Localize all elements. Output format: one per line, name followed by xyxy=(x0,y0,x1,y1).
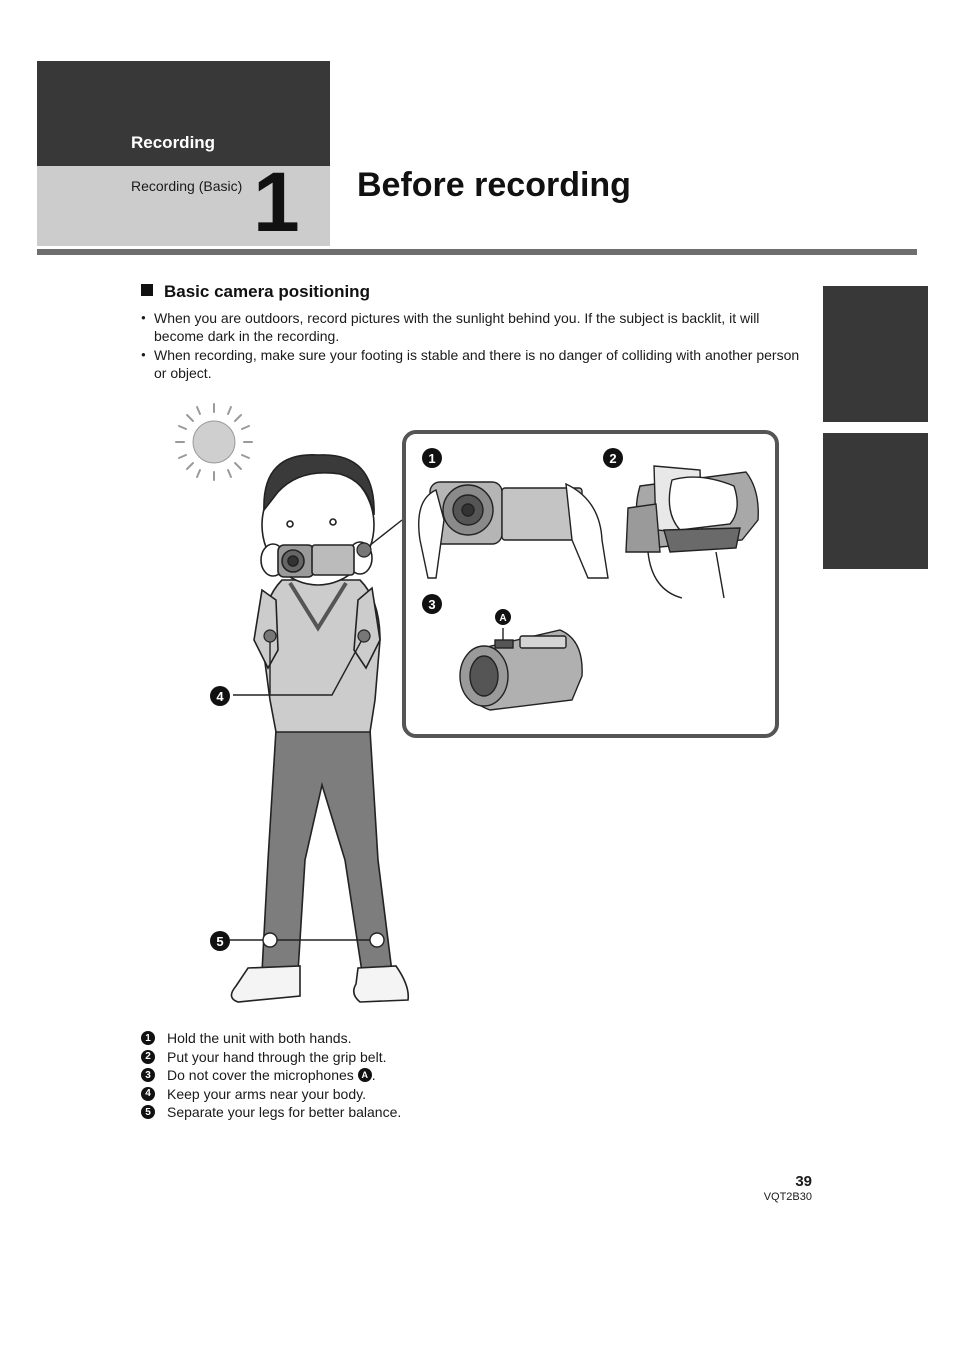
svg-text:1: 1 xyxy=(428,451,436,466)
section-heading: Basic camera positioning xyxy=(141,282,370,302)
bullet-item: ● When recording, make sure your footing is stable and there is no danger of colliding with another person or object. xyxy=(141,346,806,382)
svg-text:4: 4 xyxy=(216,689,224,704)
detail-panel xyxy=(404,432,777,736)
subsection-label: Recording (Basic) xyxy=(131,178,243,194)
mic-label-inline: A xyxy=(358,1068,372,1082)
step-number: 5 xyxy=(141,1105,155,1119)
svg-text:A: A xyxy=(499,613,507,624)
svg-text:2: 2 xyxy=(609,451,617,466)
page-number: 39 xyxy=(795,1173,812,1190)
callout-3 xyxy=(422,594,442,614)
step-number: 3 xyxy=(141,1068,155,1082)
step-item: 1 Hold the unit with both hands. xyxy=(141,1029,401,1048)
steps-list xyxy=(141,1029,401,1122)
mic-label-a xyxy=(495,609,511,625)
svg-text:3: 3 xyxy=(428,597,436,612)
sun-icon xyxy=(176,404,252,480)
document-code: VQT2B30 xyxy=(763,1191,812,1203)
callout-1 xyxy=(422,448,442,468)
svg-text:5: 5 xyxy=(216,934,224,949)
callout-4 xyxy=(210,686,230,706)
page-title: Before recording xyxy=(357,166,631,204)
person-figure xyxy=(231,455,408,1002)
step-number: 2 xyxy=(141,1050,155,1064)
step-number: 1 xyxy=(141,1031,155,1045)
step-item: 3 Do not cover the microphones A . xyxy=(141,1066,401,1085)
section-label: Recording xyxy=(131,133,216,152)
callout-2 xyxy=(603,448,623,468)
step-number: 4 xyxy=(141,1087,155,1101)
callout-5 xyxy=(210,931,230,951)
bullet-item: ● When you are outdoors, record pictures with the sunlight behind you. If the subject is backlit, it will become dark in the recording. xyxy=(141,309,806,345)
chapter-number: 1 xyxy=(253,155,300,249)
step-item: 4 Keep your arms near your body. xyxy=(141,1085,401,1104)
step-item: 2 Put your hand through the grip belt. xyxy=(141,1048,401,1067)
step-item: 5 Separate your legs for better balance. xyxy=(141,1103,401,1122)
